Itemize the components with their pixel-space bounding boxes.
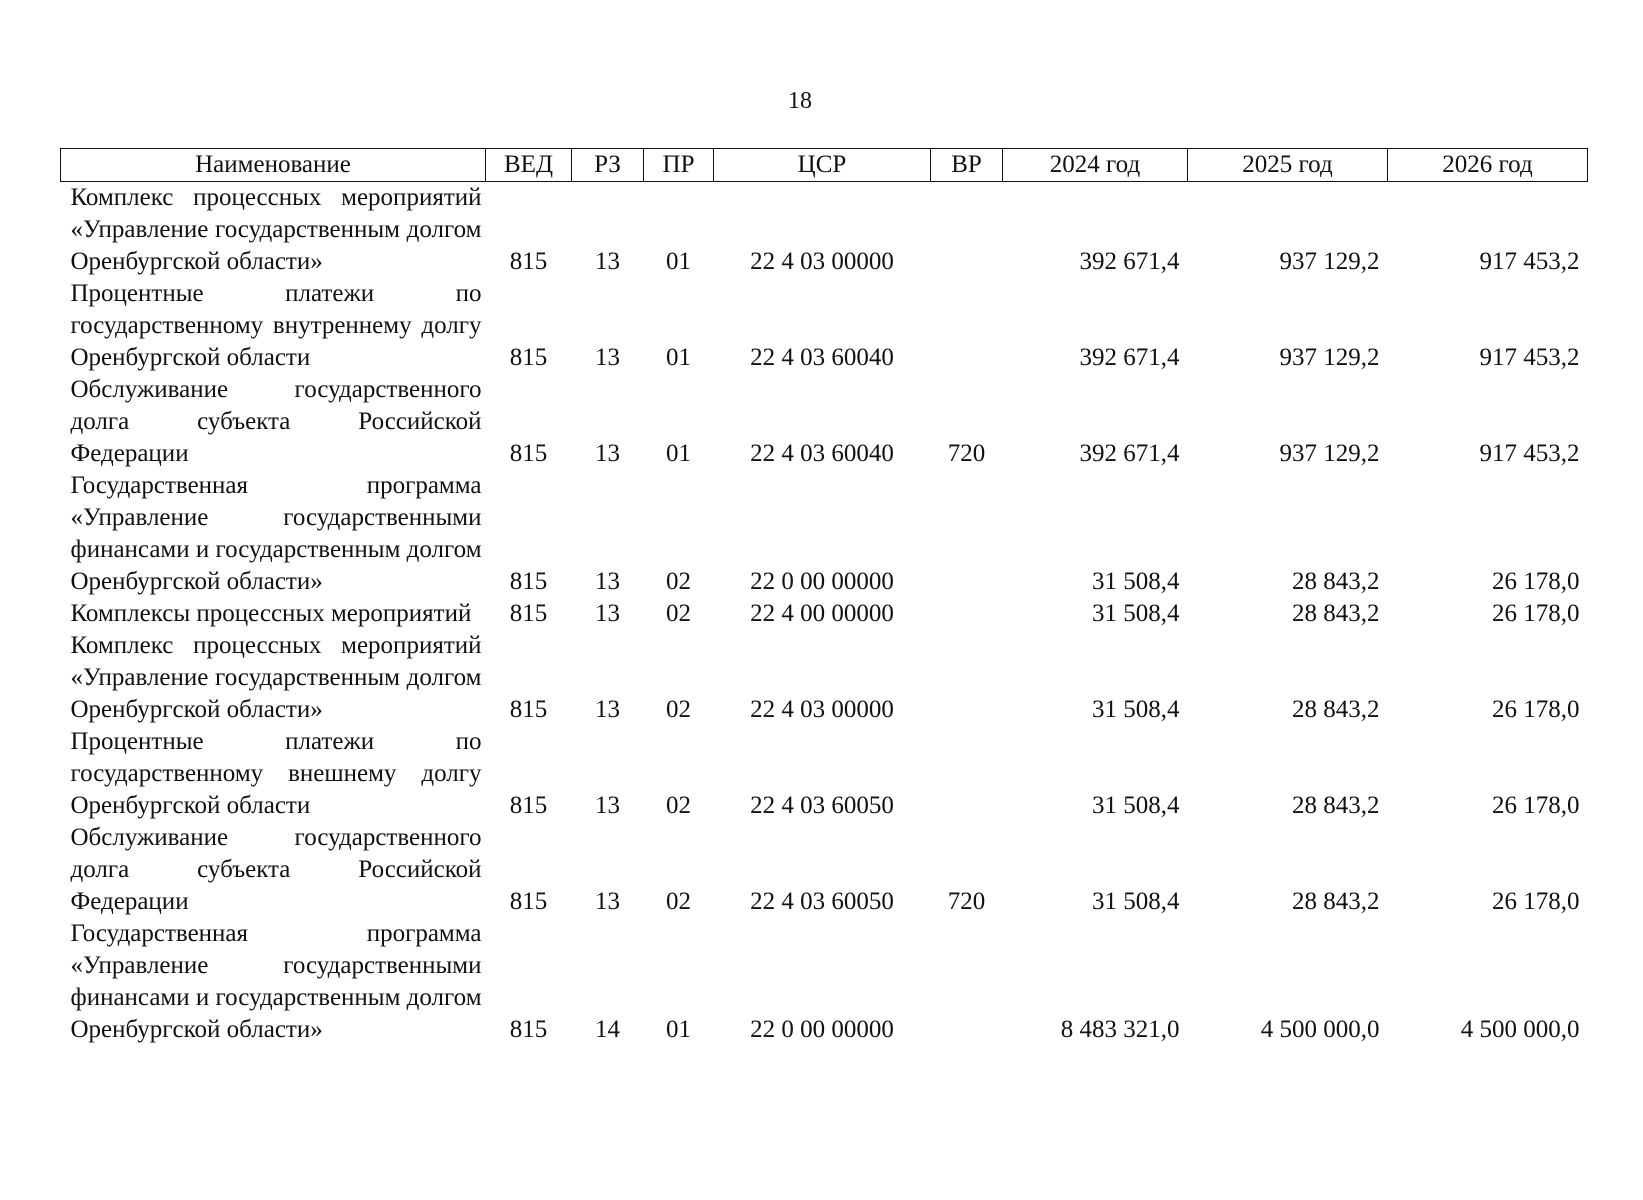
cell-2026: 26 178,0 xyxy=(1492,600,1580,627)
cell-name: Государственная программа «Управление государственными финансами и государственным долгом Оренбургской области» xyxy=(70,472,482,595)
header-rz: РЗ xyxy=(572,149,644,182)
header-name: Наименование xyxy=(61,149,486,182)
cell-ved: 815 xyxy=(509,792,548,819)
cell-2025: 28 843,2 xyxy=(1292,696,1380,723)
cell-rz: 13 xyxy=(595,568,620,595)
cell-csr: 22 4 03 60040 xyxy=(750,440,894,467)
cell-vr: 720 xyxy=(947,440,986,467)
cell-2025: 937 129,2 xyxy=(1279,440,1380,467)
cell-2026: 917 453,2 xyxy=(1479,248,1580,275)
cell-csr: 22 0 00 00000 xyxy=(750,568,894,595)
cell-2024: 392 671,4 xyxy=(1079,440,1180,467)
cell-name: Обслуживание государственного долга субъекта Российской Федерации xyxy=(70,376,482,467)
cell-name: Государственная программа «Управление государственными финансами и государственным долгом Оренбургской области» xyxy=(70,920,482,1043)
cell-pr: 01 xyxy=(666,248,691,275)
header-vr: ВР xyxy=(931,149,1003,182)
cell-2024: 392 671,4 xyxy=(1079,344,1180,371)
table-header xyxy=(61,149,1588,182)
cell-rz: 13 xyxy=(595,888,620,915)
cell-2026: 917 453,2 xyxy=(1479,440,1580,467)
cell-2024: 31 508,4 xyxy=(1092,888,1180,915)
table-row xyxy=(61,726,1588,822)
cell-csr: 22 4 03 60040 xyxy=(750,344,894,371)
cell-vr xyxy=(931,470,1003,598)
cell-2025: 937 129,2 xyxy=(1279,248,1380,275)
cell-2024: 8 483 321,0 xyxy=(1060,1016,1180,1043)
cell-2026: 26 178,0 xyxy=(1492,888,1580,915)
cell-vr xyxy=(931,598,1003,630)
cell-ved: 815 xyxy=(509,888,548,915)
cell-name: Обслуживание государственного долга субъекта Российской Федерации xyxy=(70,824,482,915)
cell-2025: 937 129,2 xyxy=(1279,344,1380,371)
cell-2026: 917 453,2 xyxy=(1479,344,1580,371)
cell-csr: 22 4 03 00000 xyxy=(750,696,894,723)
cell-2025: 28 843,2 xyxy=(1292,792,1380,819)
cell-2025: 4 500 000,0 xyxy=(1260,1016,1380,1043)
page-number: 18 xyxy=(788,88,812,114)
cell-2024: 31 508,4 xyxy=(1092,792,1180,819)
header-pr: ПР xyxy=(644,149,714,182)
cell-vr: 720 xyxy=(947,888,986,915)
header-row xyxy=(61,149,1588,182)
cell-ved: 815 xyxy=(509,1016,548,1043)
cell-vr xyxy=(931,278,1003,374)
cell-csr: 22 4 03 60050 xyxy=(750,792,894,819)
cell-2026: 26 178,0 xyxy=(1492,568,1580,595)
table-row xyxy=(61,598,1588,630)
cell-csr: 22 4 03 60050 xyxy=(750,888,894,915)
budget-table xyxy=(60,148,1588,1046)
header-2026: 2026 год xyxy=(1388,149,1588,182)
cell-ved: 815 xyxy=(509,696,548,723)
cell-name: Процентные платежи по государственному внешнему долгу Оренбургской области xyxy=(70,728,482,819)
cell-ved: 815 xyxy=(509,568,548,595)
header-2025: 2025 год xyxy=(1188,149,1388,182)
cell-vr xyxy=(931,918,1003,1046)
cell-2024: 31 508,4 xyxy=(1092,600,1180,627)
table-row xyxy=(61,374,1588,470)
cell-rz: 13 xyxy=(595,248,620,275)
cell-2026: 4 500 000,0 xyxy=(1460,1016,1580,1043)
cell-csr: 22 0 00 00000 xyxy=(750,1016,894,1043)
cell-2025: 28 843,2 xyxy=(1292,600,1380,627)
cell-pr: 02 xyxy=(666,568,691,595)
cell-vr xyxy=(931,630,1003,726)
cell-pr: 02 xyxy=(666,792,691,819)
cell-ved: 815 xyxy=(509,344,548,371)
cell-vr xyxy=(931,726,1003,822)
cell-2025: 28 843,2 xyxy=(1292,888,1380,915)
table-row xyxy=(61,182,1588,279)
cell-pr: 02 xyxy=(666,888,691,915)
cell-pr: 01 xyxy=(666,1016,691,1043)
cell-pr: 01 xyxy=(666,344,691,371)
cell-name: Комплексы процессных мероприятий xyxy=(70,600,472,627)
cell-rz: 13 xyxy=(595,600,620,627)
cell-name: Комплекс процессных мероприятий «Управление государственным долгом Оренбургской области» xyxy=(70,184,482,275)
cell-2026: 26 178,0 xyxy=(1492,792,1580,819)
header-ved: ВЕД xyxy=(486,149,572,182)
cell-pr: 01 xyxy=(666,440,691,467)
cell-rz: 13 xyxy=(595,344,620,371)
header-2024: 2024 год xyxy=(1003,149,1188,182)
cell-vr xyxy=(931,182,1003,279)
cell-ved: 815 xyxy=(509,600,548,627)
cell-2025: 28 843,2 xyxy=(1292,568,1380,595)
cell-pr: 02 xyxy=(666,600,691,627)
cell-rz: 13 xyxy=(595,792,620,819)
cell-ved: 815 xyxy=(509,440,548,467)
table-row xyxy=(61,278,1588,374)
table-row xyxy=(61,470,1588,598)
cell-2024: 31 508,4 xyxy=(1092,568,1180,595)
cell-csr: 22 4 00 00000 xyxy=(750,600,894,627)
cell-ved: 815 xyxy=(509,248,548,275)
cell-name: Процентные платежи по государственному внутреннему долгу Оренбургской области xyxy=(70,280,482,371)
header-csr: ЦСР xyxy=(714,149,931,182)
table-body xyxy=(61,182,1588,1047)
table-row xyxy=(61,918,1588,1046)
cell-2024: 392 671,4 xyxy=(1079,248,1180,275)
cell-rz: 13 xyxy=(595,696,620,723)
cell-csr: 22 4 03 00000 xyxy=(750,248,894,275)
cell-pr: 02 xyxy=(666,696,691,723)
cell-rz: 14 xyxy=(595,1016,620,1043)
cell-rz: 13 xyxy=(595,440,620,467)
cell-2024: 31 508,4 xyxy=(1092,696,1180,723)
table-row xyxy=(61,630,1588,726)
cell-2026: 26 178,0 xyxy=(1492,696,1580,723)
cell-name: Комплекс процессных мероприятий «Управление государственным долгом Оренбургской области» xyxy=(70,632,482,723)
table-row xyxy=(61,822,1588,918)
